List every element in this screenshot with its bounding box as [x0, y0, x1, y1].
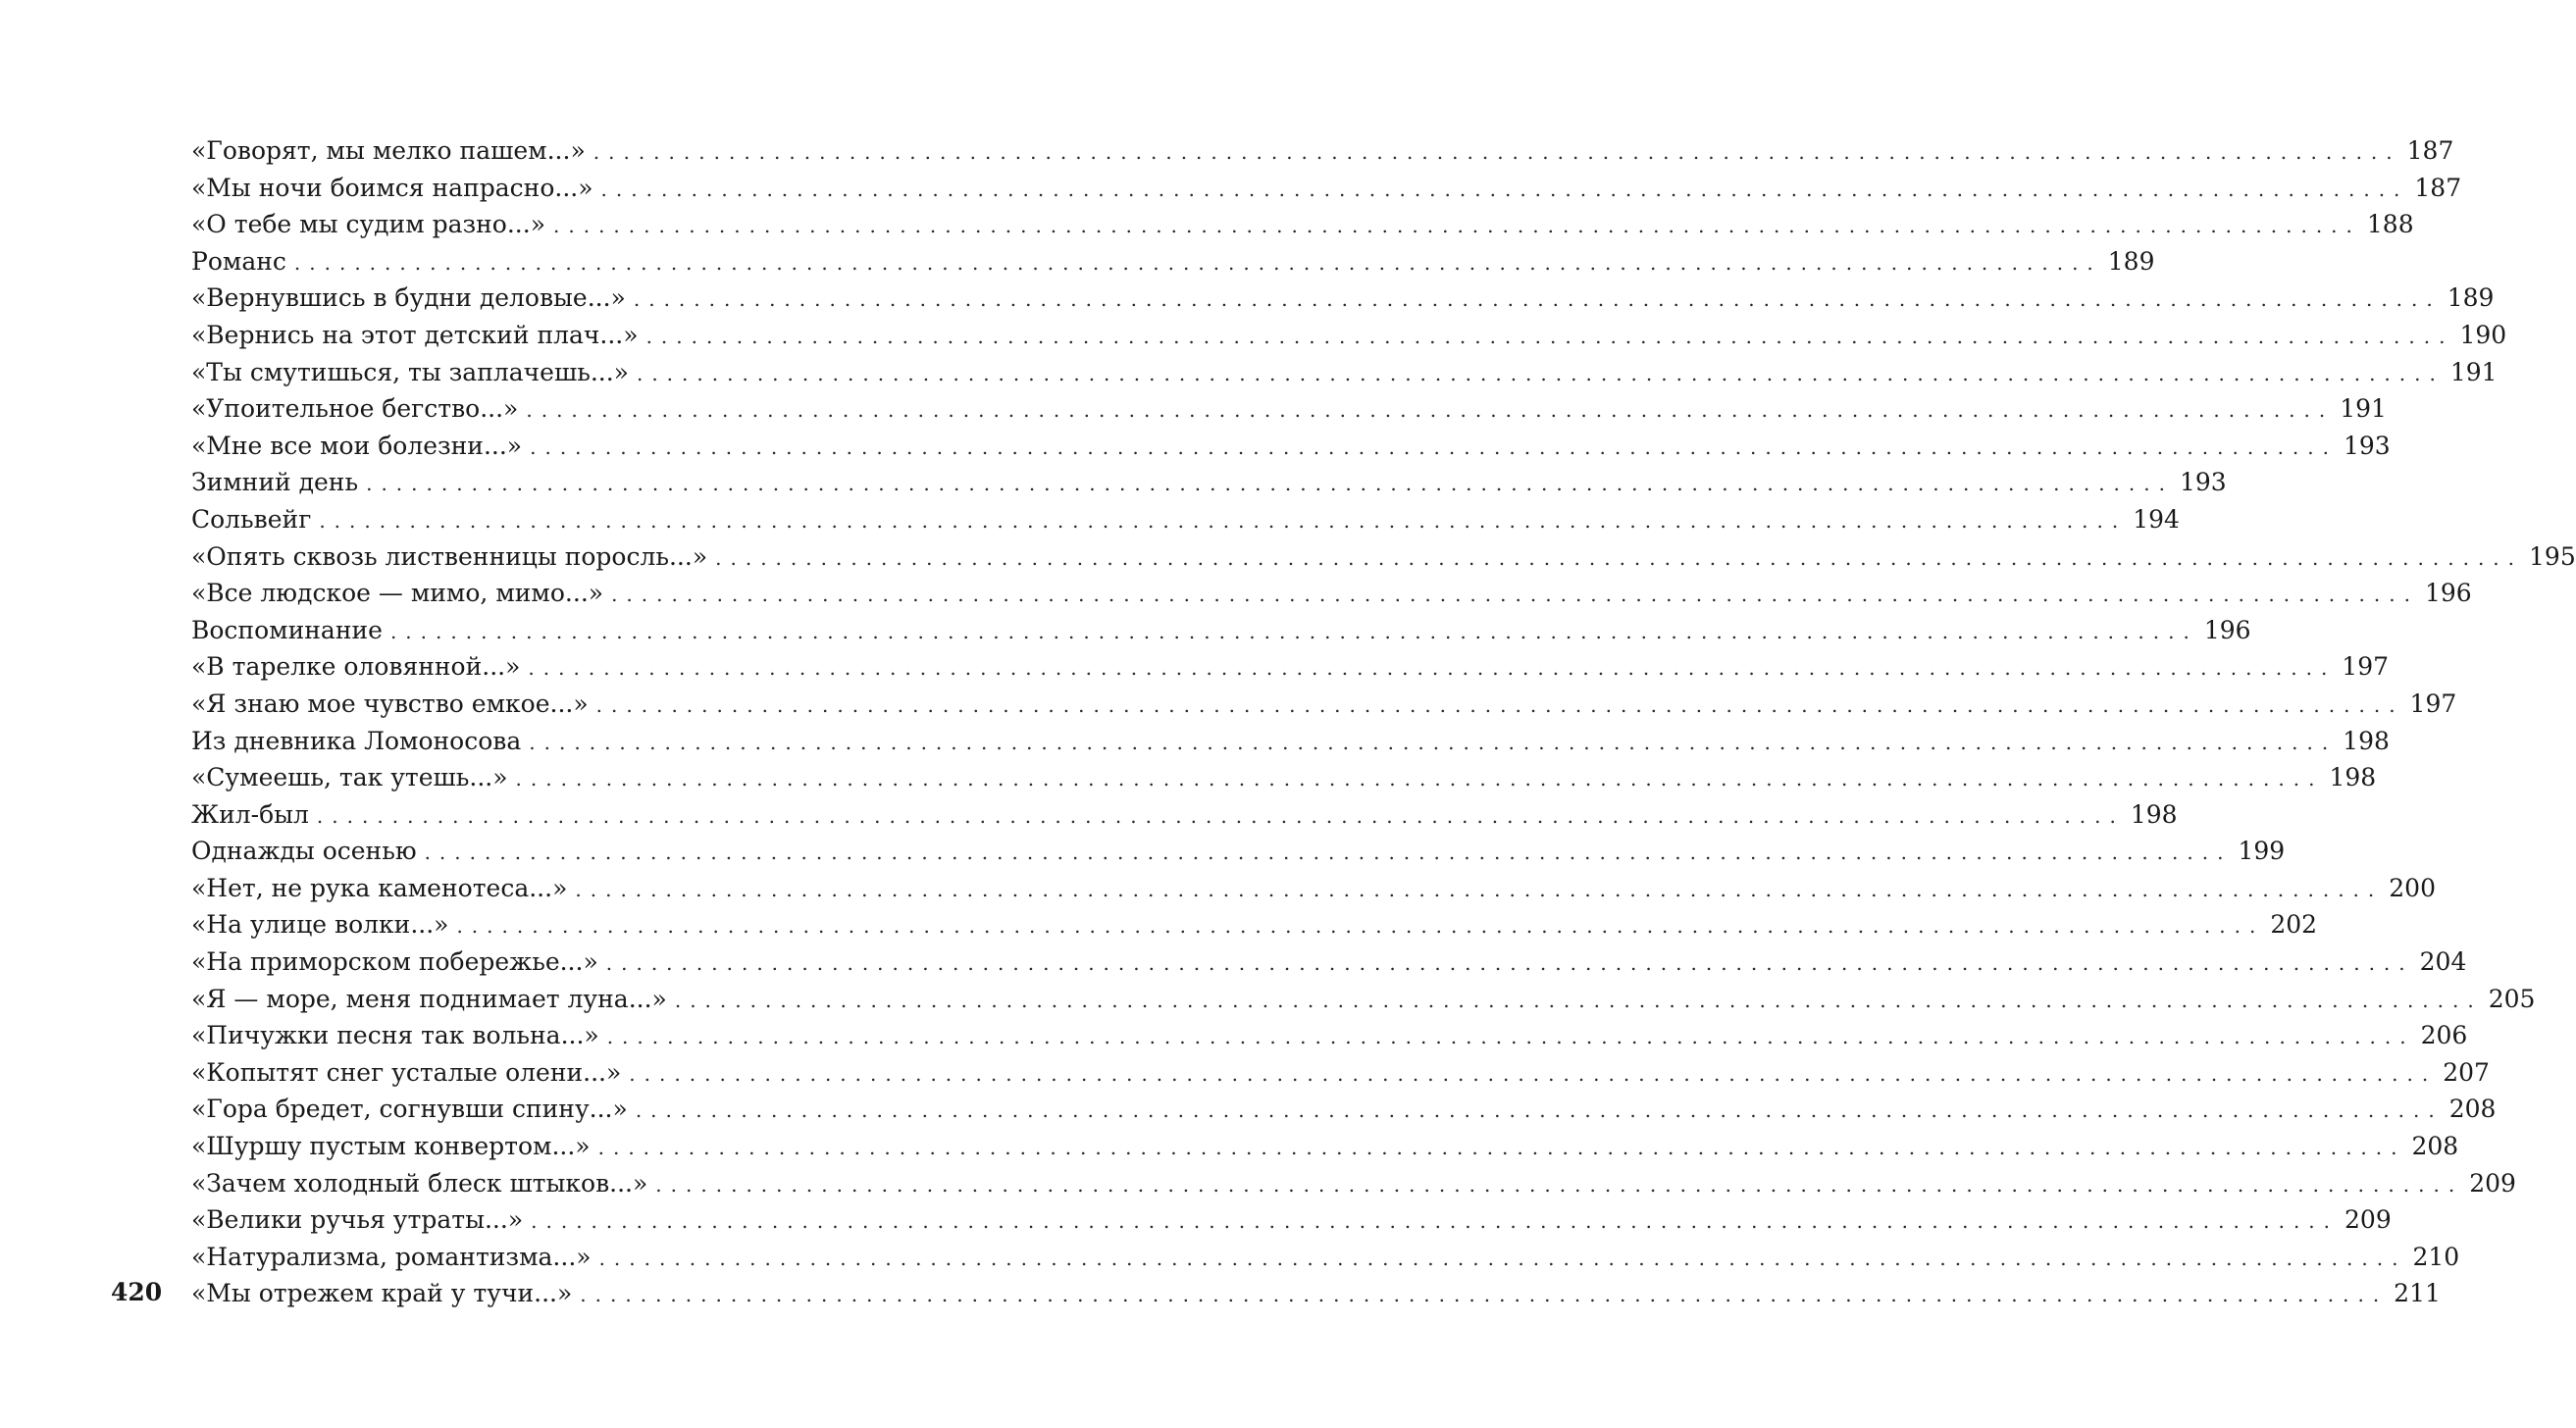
toc-entry-page: 191 — [2449, 357, 2498, 386]
toc-entry-page: 195 — [2529, 541, 2576, 571]
toc-entry-page: 208 — [2411, 1132, 2459, 1161]
toc-entry-title: Жил-был — [191, 799, 309, 829]
toc-entry — [191, 464, 2227, 501]
toc-entry — [191, 170, 2462, 207]
dot-leader: ........................................................................................................................ — [515, 767, 2324, 791]
toc-entry — [191, 390, 2387, 428]
toc-entry-title: «Опять сквозь лиственницы поросль...» — [191, 541, 708, 571]
toc-entry-title: «О тебе мы судим разно...» — [191, 210, 545, 239]
toc-entry-page: 206 — [2420, 1021, 2468, 1050]
dot-leader: ........................................................................................................................ — [424, 841, 2233, 865]
toc-entry-title: «Сумеешь, так утешь...» — [191, 763, 508, 792]
toc-entry-page: 199 — [2238, 837, 2286, 866]
toc-entry-title: «Пичужки песня так вольна...» — [191, 1021, 599, 1050]
toc-entry-page: 208 — [2448, 1095, 2497, 1124]
toc-entry-page: 188 — [2366, 210, 2414, 239]
dot-leader: ........................................................................................................................ — [319, 508, 2128, 533]
dot-leader: ........................................................................................................................ — [629, 1061, 2438, 1086]
toc-entry-page: 196 — [2424, 579, 2472, 608]
toc-entry — [191, 906, 2318, 944]
toc-entry-title: «Гора бредет, согнувши спину...» — [191, 1095, 628, 1124]
toc-entry-title: «На улице волки...» — [191, 910, 449, 940]
toc-entry — [191, 1275, 2441, 1312]
toc-entry-page: 198 — [2130, 799, 2178, 829]
toc-entry-page: 209 — [2344, 1205, 2392, 1235]
dot-leader: ........................................................................................................................ — [715, 545, 2524, 570]
toc-entry-page: 193 — [2179, 468, 2227, 497]
toc-entry — [191, 612, 2251, 649]
toc-entry — [191, 870, 2436, 907]
dot-leader: ........................................................................................................................ — [526, 398, 2335, 423]
toc-entry-page: 198 — [2329, 763, 2377, 792]
toc-entry — [191, 1128, 2459, 1165]
toc-entry — [191, 1054, 2490, 1092]
toc-entry-title: «Велики ручья утраты...» — [191, 1205, 524, 1235]
toc-entry — [191, 280, 2495, 317]
toc-entry-page: 200 — [2389, 873, 2436, 902]
toc-entry-title: «Зачем холодный блеск штыков...» — [191, 1168, 648, 1198]
toc-entry-page: 191 — [2340, 394, 2387, 424]
toc-entry-page: 211 — [2394, 1279, 2441, 1308]
toc-entry — [191, 206, 2414, 243]
toc-entry-page: 193 — [2344, 431, 2391, 460]
toc-entry-title: «Мы ночи боимся напрасно...» — [191, 173, 593, 202]
toc-entry — [191, 944, 2467, 981]
toc-entry-title: Воспоминание — [191, 615, 383, 644]
dot-leader: ........................................................................................................................ — [316, 803, 2125, 828]
dot-leader: ........................................................................................................................ — [597, 1136, 2406, 1160]
toc-entry-title: «Мы отрежем край у тучи...» — [191, 1279, 573, 1308]
toc-entry-page: 209 — [2469, 1168, 2516, 1198]
page-number: 420 — [111, 1278, 163, 1306]
toc-entry-title: «Натурализма, романтизма...» — [191, 1242, 592, 1271]
toc-entry — [191, 538, 2576, 576]
dot-leader: ........................................................................................................................ — [598, 1246, 2407, 1270]
dot-leader: ........................................................................................................................ — [389, 619, 2198, 643]
toc-entry — [191, 575, 2472, 612]
toc-entry — [191, 354, 2498, 391]
toc-entry-title: «Шуршу пустым конвертом...» — [191, 1132, 591, 1161]
toc-entry-title: «Я — море, меня поднимает луна...» — [191, 984, 667, 1013]
toc-entry — [191, 759, 2377, 796]
toc-entry — [191, 833, 2286, 870]
dot-leader: ........................................................................................................................ — [636, 361, 2445, 385]
toc-entry — [191, 501, 2180, 538]
toc-entry-title: «На приморском побережье...» — [191, 947, 598, 977]
toc-entry-title: «Нет, не рука каменотеса...» — [191, 873, 568, 902]
toc-entry-page: 210 — [2412, 1242, 2460, 1271]
toc-entry-title: «Вернувшись в будни деловые...» — [191, 283, 626, 313]
toc-entry-title: Зимний день — [191, 468, 359, 497]
dot-leader: ........................................................................................................................ — [611, 583, 2419, 607]
toc-entry-title: Сольвейг — [191, 504, 312, 534]
dot-leader: ........................................................................................................................ — [645, 324, 2454, 348]
toc-entry-page: 189 — [2447, 283, 2495, 313]
toc-entry-page: 205 — [2488, 984, 2536, 1013]
dot-leader: ........................................................................................................................ — [456, 914, 2265, 939]
toc-entry-title: Романс — [191, 246, 286, 276]
table-of-contents — [191, 132, 2576, 1312]
toc-entry-title: «Я знаю мое чувство емкое...» — [191, 688, 589, 718]
toc-entry-title: «Все людское — мимо, мимо...» — [191, 579, 604, 608]
toc-entry-page: 202 — [2270, 910, 2318, 940]
dot-leader: ........................................................................................................................ — [293, 250, 2102, 275]
toc-entry-title: «Говорят, мы мелко пашем...» — [191, 136, 586, 165]
dot-leader: ........................................................................................................................ — [600, 177, 2409, 201]
dot-leader: ........................................................................................................................ — [633, 287, 2442, 312]
toc-entry-page: 187 — [2406, 136, 2454, 165]
dot-leader: ........................................................................................................................ — [635, 1098, 2444, 1123]
toc-entry — [191, 243, 2155, 280]
toc-entry-page: 197 — [2409, 688, 2457, 718]
toc-entry-page: 207 — [2443, 1057, 2490, 1087]
toc-entry — [191, 1239, 2460, 1276]
dot-leader: ........................................................................................................................ — [528, 656, 2337, 681]
dot-leader: ........................................................................................................................ — [605, 951, 2414, 976]
dot-leader: ........................................................................................................................ — [606, 1025, 2415, 1049]
dot-leader: ........................................................................................................................ — [529, 730, 2338, 754]
toc-entry-title: «Мне все мои болезни...» — [191, 431, 523, 460]
toc-entry — [191, 1091, 2497, 1128]
dot-leader: ........................................................................................................................ — [575, 877, 2384, 901]
dot-leader: ........................................................................................................................ — [580, 1283, 2389, 1307]
toc-entry — [191, 1201, 2392, 1239]
dot-leader: ........................................................................................................................ — [530, 434, 2338, 459]
toc-entry-page: 187 — [2414, 173, 2462, 202]
dot-leader: ........................................................................................................................ — [553, 214, 2361, 238]
toc-entry — [191, 428, 2391, 465]
dot-leader: ........................................................................................................................ — [531, 1209, 2340, 1234]
dot-leader: ........................................................................................................................ — [366, 472, 2174, 496]
toc-entry-page: 198 — [2343, 726, 2390, 755]
dot-leader: ........................................................................................................................ — [655, 1172, 2464, 1197]
dot-leader: ........................................................................................................................ — [595, 692, 2404, 717]
dot-leader: ........................................................................................................................ — [674, 988, 2483, 1012]
toc-entry — [191, 1165, 2516, 1202]
toc-entry-page: 196 — [2203, 615, 2251, 644]
dot-leader: ........................................................................................................................ — [592, 140, 2401, 164]
toc-entry-title: «В тарелке оловянной...» — [191, 652, 521, 682]
toc-entry-page: 194 — [2133, 504, 2180, 534]
toc-entry-title: «Ты смутишься, ты заплачешь...» — [191, 357, 629, 386]
toc-entry-page: 189 — [2107, 246, 2155, 276]
toc-entry-title: Однажды осенью — [191, 837, 417, 866]
toc-entry — [191, 686, 2457, 723]
toc-entry-title: Из дневника Ломоносова — [191, 726, 522, 755]
toc-entry-title: «Вернись на этот детский плач...» — [191, 320, 639, 349]
toc-entry-page: 197 — [2342, 652, 2390, 682]
toc-entry — [191, 648, 2390, 686]
toc-entry-title: «Упоительное бегство...» — [191, 394, 519, 424]
toc-entry-title: «Копытят снег усталые олени...» — [191, 1057, 622, 1087]
toc-entry — [191, 981, 2536, 1018]
toc-entry-page: 190 — [2459, 320, 2507, 349]
toc-entry — [191, 317, 2507, 354]
toc-entry — [191, 723, 2390, 760]
toc-entry — [191, 796, 2178, 834]
toc-entry — [191, 1017, 2468, 1054]
toc-entry — [191, 132, 2454, 170]
toc-entry-page: 204 — [2419, 947, 2467, 977]
